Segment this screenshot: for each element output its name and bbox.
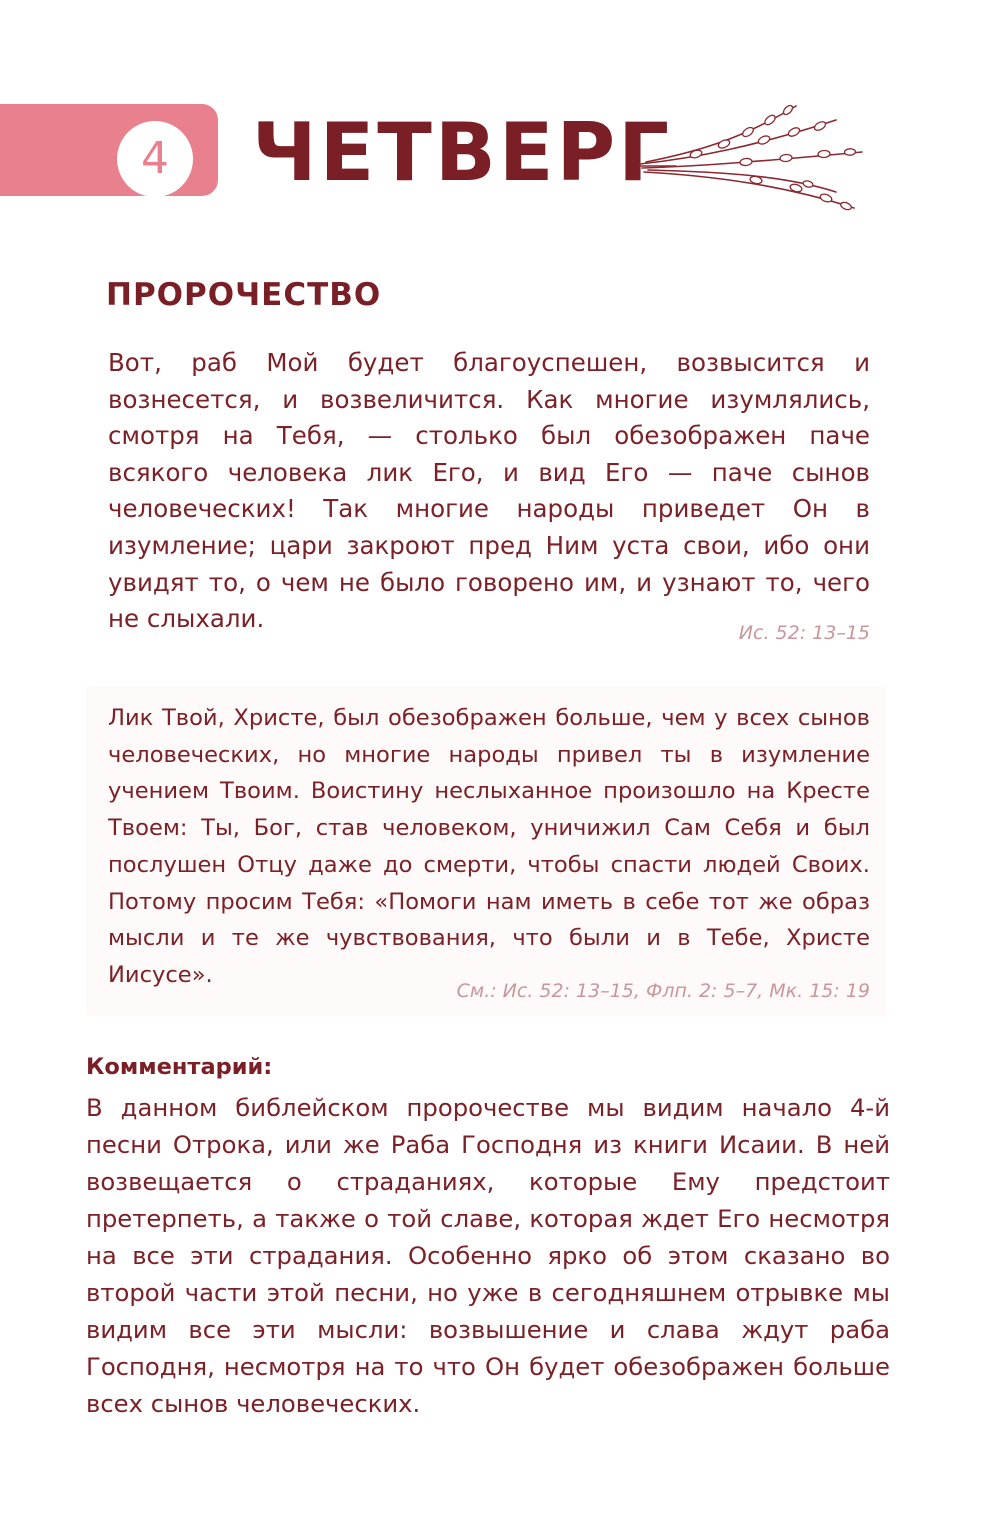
willow-branch-icon [636,96,870,218]
prayer-reference: См.: Ис. 52: 13–15, Флп. 2: 5–7, Мк. 15: 19 [456,980,870,1002]
prayer-text: Лик Твой, Христе, был обезображен больше, чем у всех сынов человеческих, но многие народы привел ты в изумление учением Твоим. Воистину неслыханное произошло на Кресте Твоем: Ты, Бог, став человеком, уничижил Сам Себя и был послушен Отцу даже до смерти, чтобы спасти людей Своих. Потому просим Тебя: «Помоги нам иметь в себе тот же образ мысли и те же чувствования, что были и в Тебе, Христе Иисусе». [108,705,870,988]
commentary-text: В данном библейском пророчестве мы видим начало 4-й песни Отрока, или же Раба Господня из книги Исаии. В ней возвещается о страданиях, которые Ему предстоит претерпеть, а также о той славе, которая ждет Его несмотря на все эти страдания. Особенно ярко об этом сказано во второй части этой песни, но уже в сегодняшнем отрывке мы видим все эти мысли: возвышение и слава ждут раба Господня, несмотря на то что Он будет обезображен больше всех сынов человеческих. [86,1093,890,1418]
prophecy-text: Вот, раб Мой будет благоуспешен, возвысится и вознесется, и возвеличится. Как многие изумлялись, смотря на Тебя, — столько был обезображен паче всякого человека лик Его, и вид Его — паче сынов человеческих! Так многие народы приведет Он в изумление; цари закроют пред Ним уста свои, ибо они увидят то, о чем не было говорено им, и узнают то, чего не слыхали. [108,348,870,634]
prophecy-reference: Ис. 52: 13–15 [738,622,870,644]
day-title: ЧЕТВЕРГ [252,106,673,199]
commentary-heading: Комментарий: [86,1054,273,1080]
section-heading-prophecy: ПРОРОЧЕСТВО [106,277,382,313]
day-number-badge: 4 [117,121,193,197]
